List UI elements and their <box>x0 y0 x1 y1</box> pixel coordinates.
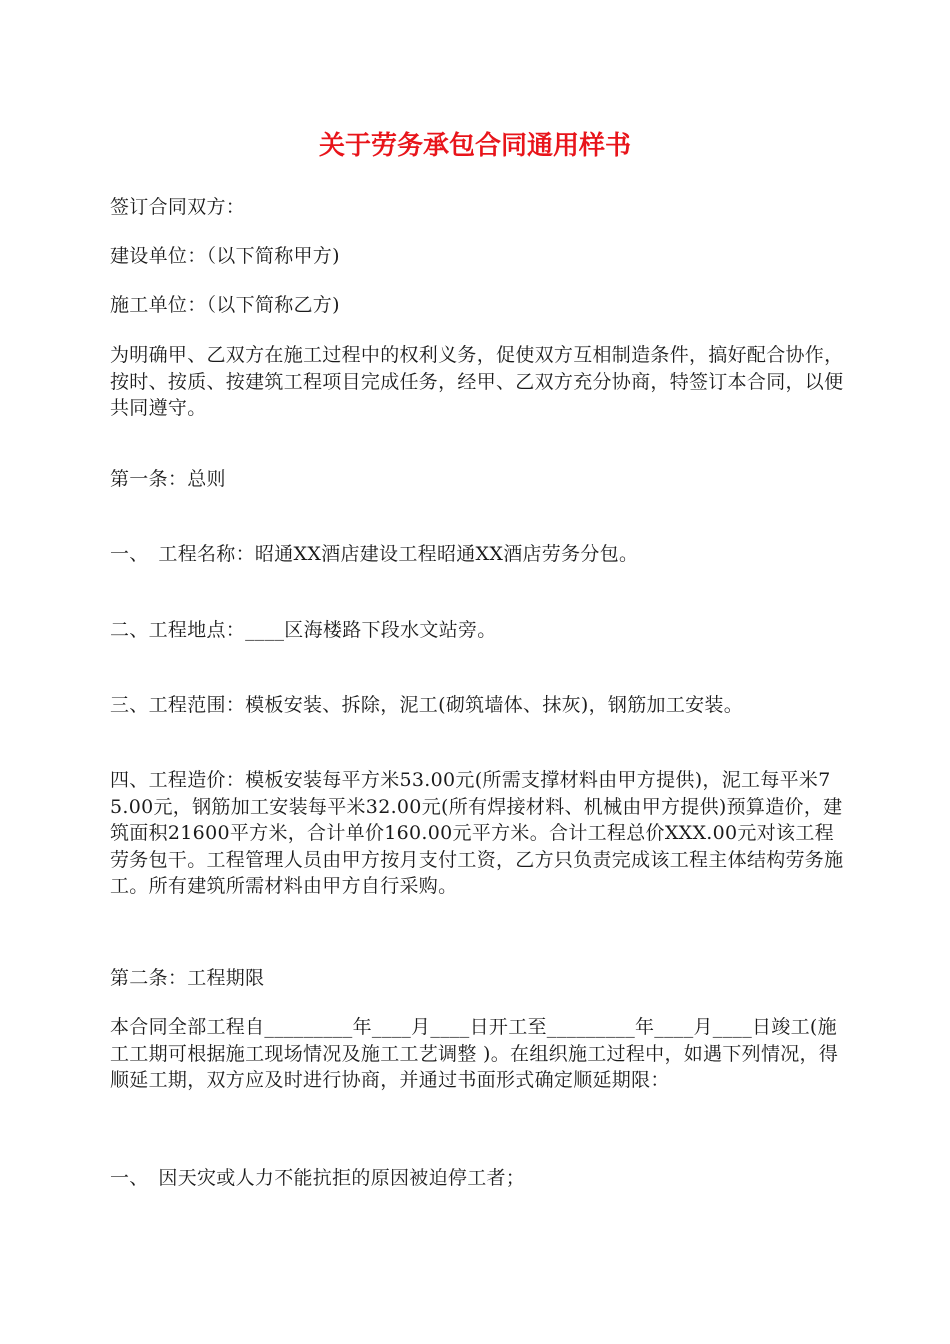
paragraph-project-location: 二、工程地点：____区海楼路下段水文站旁。 <box>110 619 497 641</box>
heading-article-two: 第二条：工程期限 <box>110 967 265 989</box>
paragraph-force-majeure: 一、 因天灾或人力不能抗拒的原因被迫停工者； <box>110 1167 526 1189</box>
paragraph-signing-parties: 签订合同双方： <box>110 196 246 218</box>
paragraph-contractor-unit: 施工单位：（以下简称乙方) <box>110 294 340 316</box>
paragraph-project-cost: 四、工程造价：模板安装每平方米53.00元(所需支撑材料由甲方提供)，泥工每平米75.00元，钢筋加工安装每平米32.00元(所有焊接材料、机械由甲方提供)预算造价，建筑面积21600平方米，合计单价160.00元平方米。合计工程总价XXX.00元对该工程劳务包干。工程管理人员由甲方按月支付工资，乙方只负责完成该工程主体结构劳务施工。所有建筑所需材料由甲方自行采购。 <box>110 769 844 897</box>
paragraph-project-scope: 三、工程范围：模板安装、拆除，泥工(砌筑墙体、抹灰)，钢筋加工安装。 <box>110 694 744 716</box>
heading-article-one: 第一条：总则 <box>110 468 226 490</box>
paragraph-preamble: 为明确甲、乙双方在施工过程中的权利义务，促使双方互相制造条件，搞好配合协作，按时、按质、按建筑工程项目完成任务，经甲、乙双方充分协商，特签订本合同，以便共同遵守。 <box>110 344 844 419</box>
document-title: 关于劳务承包合同通用样书 <box>318 131 631 161</box>
paragraph-construction-unit: 建设单位：（以下简称甲方) <box>110 245 340 267</box>
paragraph-project-period: 本合同全部工程自_________年____月____日开工至_________年____月____日竣工(施工工期可根据施工现场情况及施工工艺调整 )。在组织施工过程中，如遇下列情况，得顺延工期，双方应及时进行协商，并通过书面形式确定顺延期限： <box>110 1016 839 1091</box>
paragraph-project-name: 一、 工程名称：昭通XX酒店建设工程昭通XX酒店劳务分包。 <box>110 543 639 565</box>
